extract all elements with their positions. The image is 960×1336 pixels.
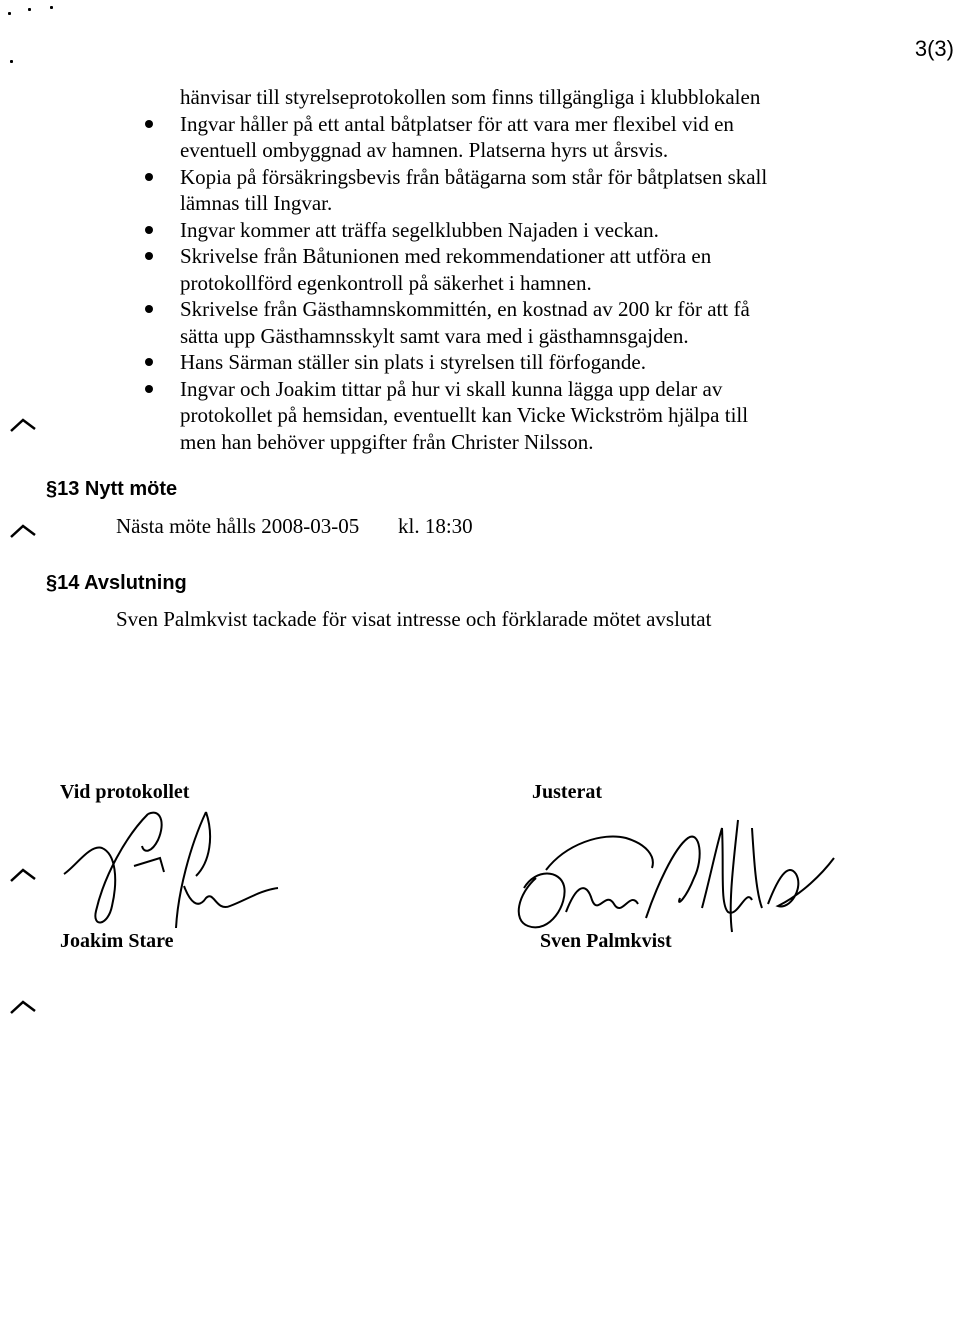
list-item [140,164,860,217]
list-item [140,296,860,349]
margin-caret-icon [10,418,36,432]
list-item-line: men han behöver uppgifter från Christer Nilsson. [180,429,594,454]
signature-heading-approved: Justerat [532,781,602,803]
next-meeting-time: kl. 18:30 [398,514,473,538]
margin-caret-icon [10,1000,36,1014]
signatory-name-approver: Sven Palmkvist [540,930,672,952]
scan-speck [8,12,11,15]
list-item-line: Kopia på försäkringsbevis från båtägarna som står för båtplatsen skall [180,164,768,189]
section-heading-avslutning: §14 Avslutning [46,572,187,594]
section-heading-nytt-mote: §13 Nytt möte [46,478,178,500]
list-item-line: Ingvar och Joakim tittar på hur vi skall kunna lägga upp delar av [180,376,723,401]
next-meeting-date: Nästa möte hålls 2008-03-05 [116,514,360,538]
list-item-line: lämnas till Ingvar. [180,191,333,215]
list-item-line: Skrivelse från Båtunionen med rekommendationer att utföra en [180,244,712,268]
list-item-line: sätta upp Gästhamnsskylt samt vara med i gästhamnsgajden. [180,323,689,348]
margin-caret-icon [10,524,36,538]
signature-sven-palmkvist [506,808,836,938]
list-item [140,243,860,296]
signature-joakim-stare [56,806,286,936]
list-item [140,376,860,456]
signature-heading-secretary: Vid protokollet [60,781,190,803]
scan-speck [28,8,31,11]
scan-speck [10,60,13,63]
scan-speck [50,6,53,9]
list-item-line: protokollförd egenkontroll på säkerhet i hamnen. [180,270,592,295]
list-item [140,349,860,376]
list-item-line: Ingvar håller på ett antal båtplatser för att vara mer flexibel vid en [180,111,734,136]
list-item-line: hänvisar till styrelseprotokollen som finns tillgängliga i klubblokalen [180,85,761,109]
page-number: 3(3) [914,36,954,61]
list-item-line: eventuell ombyggnad av hamnen. Platserna hyrs ut årsvis. [180,138,669,162]
list-item [140,111,860,164]
list-item [140,217,860,244]
list-item-line: Skrivelse från Gästhamnskommittén, en kostnad av 200 kr för att få [180,297,750,321]
list-item-line: Ingvar kommer att träffa segelklubben Najaden i veckan. [180,217,659,242]
list-item-line: Hans Särman ställer sin plats i styrelsen till förfogande. [180,350,646,374]
signatory-name-secretary: Joakim Stare [60,930,174,952]
bullet-list [140,84,860,455]
list-item-line: protokollet på hemsidan, eventuellt kan Vicke Wickström hjälpa till [180,403,749,427]
margin-caret-icon [10,868,36,882]
list-item [140,84,860,111]
closing-text: Sven Palmkvist tackade för visat intresse och förklarade mötet avslutat [116,607,712,631]
